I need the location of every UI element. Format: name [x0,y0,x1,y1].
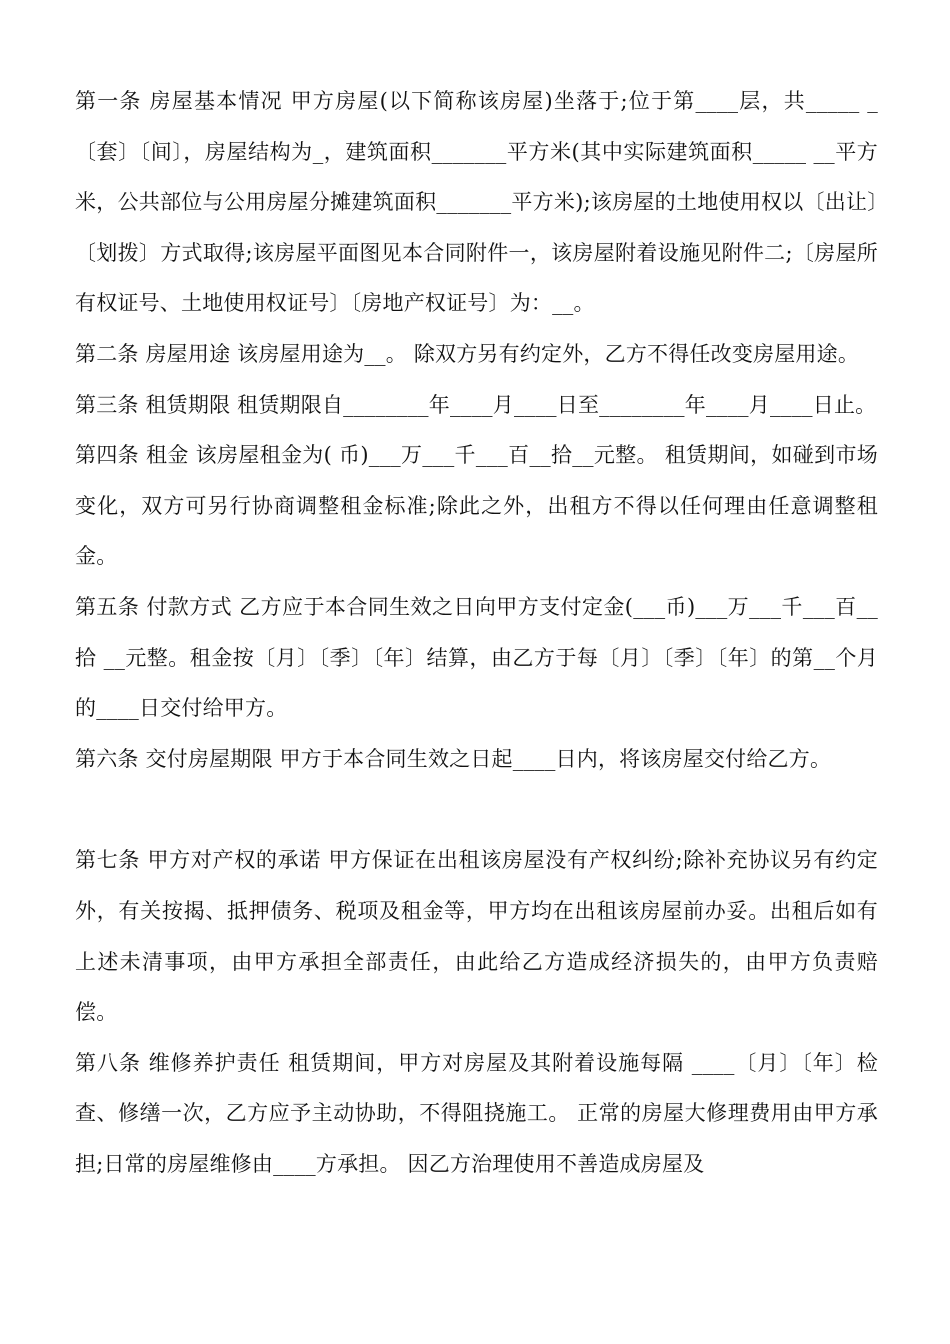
article-2: 第二条 房屋用途 该房屋用途为__。 除双方另有约定外，乙方不得任改变房屋用途。 [75,341,860,366]
article-3: 第三条 租赁期限 租赁期限自________年____月____日至________年____月____日止。 [75,392,877,417]
article-7: 第七条 甲方对产权的承诺 甲方保证在出租该房屋没有产权纠纷;除补充协议另有约定外，有关按揭、抵押债务、税项及租金等，甲方均在出租该房屋前办妥。出租后如有上述未清事项，由甲方承担全部责任，由此给乙方造成经济损失的，由甲方负责赔偿。 [75,848,878,1025]
article-4: 第四条 租金 该房屋租金为( 币)___万___千___百__拾__元整。 租赁期间，如碰到市场变化，双方可另行协商调整租金标准;除此之外，出租方不得以任何理由任意调整租金。 [75,443,878,569]
article-6: 第六条 交付房屋期限 甲方于本合同生效之日起____日内，将该房屋交付给乙方。 [75,746,832,771]
article-8: 第八条 维修养护责任 租赁期间，甲方对房屋及其附着设施每隔 ____〔月〕〔年〕检查、修缮一次，乙方应予主动协助，不得阻挠施工。 正常的房屋大修理费用由甲方承担;日常的房屋维修由____方承担。 因乙方治理使用不善造成房屋及 [75,1050,878,1176]
contract-body [75,76,878,1189]
article-1: 第一条 房屋基本情况 甲方房屋(以下简称该房屋)坐落于;位于第____层，共_____ _〔套〕〔间〕，房屋结构为_，建筑面积_______平方米(其中实际建筑面积_____ __平方米，公共部位与公用房屋分摊建筑面积_______平方米);该房屋的土地使用权以〔出让〕〔划拨〕方式取得;该房屋平面图见本合同附件一，该房屋附着设施见附件二;〔房屋所有权证号、土地使用权证号〕〔房地产权证号〕为：__。 [75,89,878,316]
article-5: 第五条 付款方式 乙方应于本合同生效之日向甲方支付定金(___币)___万___千___百__拾 __元整。租金按〔月〕〔季〕〔年〕结算，由乙方于每〔月〕〔季〕〔年〕的第__个月的____日交付给甲方。 [75,594,878,721]
paragraph-gap [75,784,878,835]
